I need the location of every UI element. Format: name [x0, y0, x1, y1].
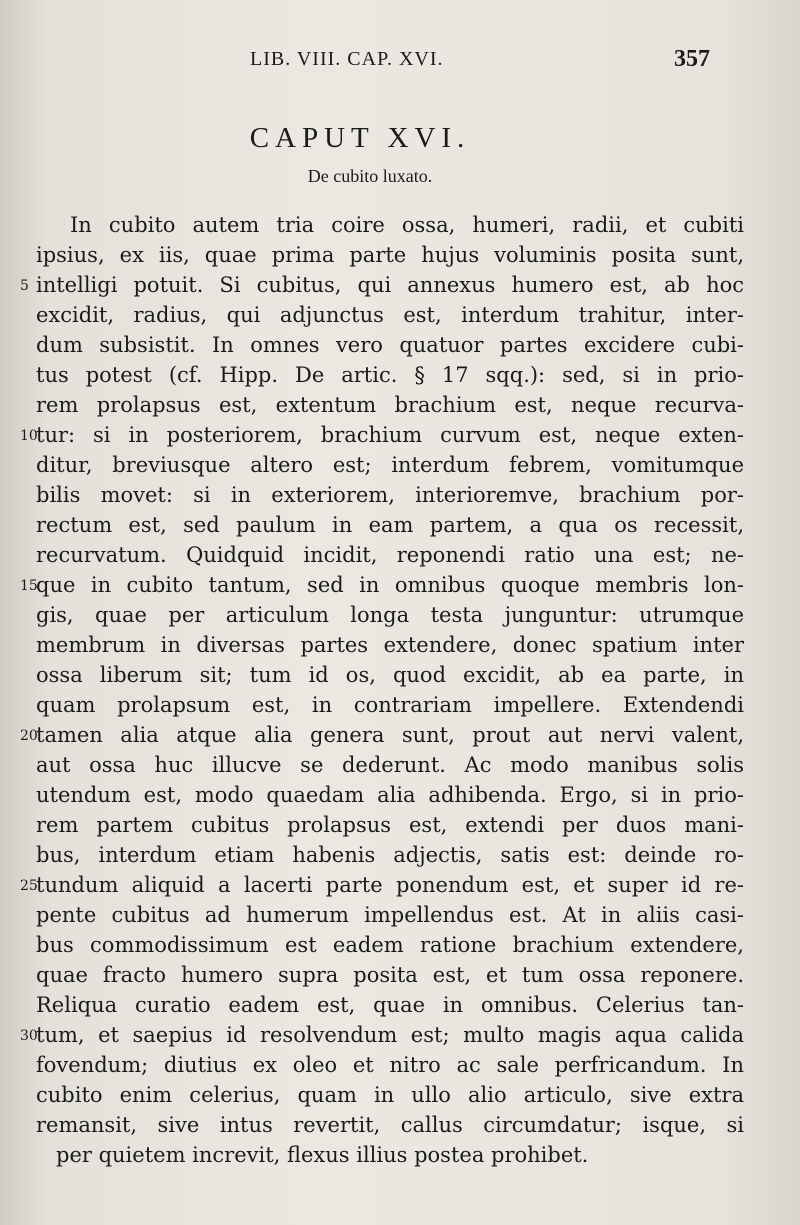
line-text: intelligi potuit. Si cubitus, qui annexus humero est, ab hoc [36, 273, 744, 297]
text-line [36, 990, 744, 1020]
text-line [36, 960, 744, 990]
text-line [36, 660, 744, 690]
line-text: bilis movet: si in exteriorem, interioremve, brachium por- [36, 483, 744, 507]
line-text: fovendum; diutius ex oleo et nitro ac sale perfricandum. In [36, 1053, 744, 1077]
text-line [36, 810, 744, 840]
page-number: 357 [674, 46, 710, 72]
line-text: bus commodissimum est eadem ratione brachium extendere, [36, 933, 744, 957]
text-line [36, 540, 744, 570]
text-line [20, 1020, 744, 1050]
text-line [36, 240, 744, 270]
line-text: quam prolapsum est, in contrariam impellere. Extendendi [36, 693, 744, 717]
line-text: membrum in diversas partes extendere, donec spatium inter [36, 633, 744, 657]
line-text: tundum aliquid a lacerti parte ponendum est, et super id re- [36, 873, 744, 897]
line-text: rem prolapsus est, extentum brachium est, neque recurva- [36, 393, 744, 417]
line-text: cubito enim celerius, quam in ullo alio articulo, sive extra [36, 1083, 744, 1107]
text-line [36, 630, 744, 660]
text-line [36, 1080, 744, 1110]
line-text: quae fracto humero supra posita est, et tum ossa reponere. [36, 963, 744, 987]
line-text: ossa liberum sit; tum id os, quod excidit, ab ea parte, in [36, 663, 744, 687]
line-text: rem partem cubitus prolapsus est, extendi per duos mani- [36, 813, 744, 837]
line-text: utendum est, modo quaedam alia adhibenda. Ergo, si in prio- [36, 783, 744, 807]
line-text: excidit, radius, qui adjunctus est, interdum trahitur, inter- [36, 303, 744, 327]
chapter-title: CAPUT XVI. [249, 122, 471, 154]
line-text: remansit, sive intus revertit, callus circumdatur; isque, si [36, 1113, 744, 1137]
line-text: aut ossa huc illucve se dederunt. Ac modo manibus solis [36, 753, 744, 777]
text-line [36, 840, 744, 870]
body-text [20, 210, 744, 1170]
line-text: Reliqua curatio eadem est, quae in omnibus. Celerius tan- [36, 993, 744, 1017]
line-text: rectum est, sed paulum in eam partem, a qua os recessit, [36, 513, 744, 537]
page-header [250, 48, 720, 78]
line-text: tamen alia atque alia genera sunt, prout aut nervi valent, [36, 723, 744, 747]
text-line [36, 450, 744, 480]
line-text: bus, interdum etiam habenis adjectis, satis est: deinde ro- [36, 843, 744, 867]
text-line [36, 390, 744, 420]
line-number: 20 [20, 728, 38, 744]
text-line [36, 750, 744, 780]
line-text: pente cubitus ad humerum impellendus est. At in aliis casi- [36, 903, 744, 927]
text-line [36, 300, 744, 330]
text-line [20, 870, 744, 900]
line-number: 25 [20, 878, 38, 894]
text-line [20, 570, 744, 600]
text-line [20, 420, 744, 450]
line-text: gis, quae per articulum longa testa junguntur: utrumque [36, 603, 744, 627]
line-text: In cubito autem tria coire ossa, humeri, radii, et cubiti [70, 213, 744, 237]
text-line [20, 720, 744, 750]
text-line [36, 930, 744, 960]
line-text: ipsius, ex iis, quae prima parte hujus voluminis posita sunt, [36, 243, 744, 267]
line-text: tus potest (cf. Hipp. De artic. § 17 sqq.): sed, si in prio- [36, 363, 744, 387]
line-text: que in cubito tantum, sed in omnibus quoque membris lon- [36, 573, 744, 597]
line-text: recurvatum. Quidquid incidit, reponendi ratio una est; ne- [36, 543, 744, 567]
text-line [36, 1110, 744, 1140]
text-line [36, 480, 744, 510]
text-line [36, 210, 744, 240]
text-line [36, 1140, 744, 1170]
line-text: ditur, breviusque altero est; interdum febrem, vomitumque [36, 453, 744, 477]
line-number: 5 [20, 278, 29, 294]
text-line [20, 270, 744, 300]
chapter-subtitle: De cubito luxato. [307, 166, 433, 186]
text-line [36, 900, 744, 930]
text-line [36, 690, 744, 720]
running-head: LIB. VIII. CAP. XVI. [250, 48, 444, 70]
text-line [36, 1050, 744, 1080]
line-number: 30 [20, 1028, 38, 1044]
text-line [36, 510, 744, 540]
text-line [36, 330, 744, 360]
line-number: 15 [20, 578, 38, 594]
text-line [36, 600, 744, 630]
line-text: dum subsistit. In omnes vero quatuor partes excidere cubi- [36, 333, 744, 357]
line-number: 10 [20, 428, 38, 444]
text-line [36, 780, 744, 810]
line-text: tur: si in posteriorem, brachium curvum est, neque exten- [36, 423, 744, 447]
text-line [36, 360, 744, 390]
line-text: per quietem increvit, flexus illius postea prohibet. [56, 1143, 589, 1167]
line-text: tum, et saepius id resolvendum est; multo magis aqua calida [36, 1023, 744, 1047]
